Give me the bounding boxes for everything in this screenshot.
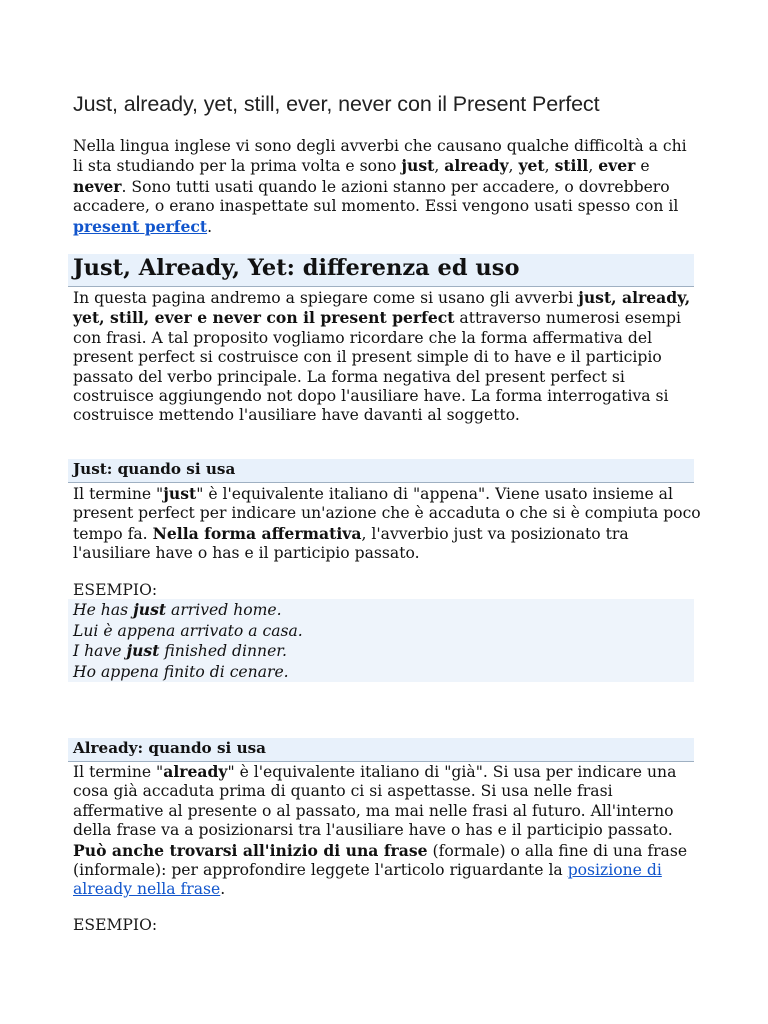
intro-text: ,: [588, 157, 599, 176]
section-heading-just-already-yet: Just, Already, Yet: differenza ed uso: [68, 254, 694, 287]
intro-text: ,: [434, 157, 445, 176]
term-yet: yet: [518, 156, 545, 176]
page-title: Just, already, yet, still, ever, never con il Present Perfect: [73, 92, 600, 116]
affirmative-form-label: Nella forma affermativa: [152, 523, 362, 543]
section1-text: In questa pagina andremo a spiegare come si usano gli avverbi: [73, 289, 579, 307]
intro-text: Nella lingua inglese vi sono degli avverbi che causano qualche difficoltà a chi li sta studiando per la prima volta e sono: [73, 137, 687, 176]
section1-paragraph: [73, 288, 701, 426]
just-text: " è l'equivalente italiano di "appena". Viene usato insieme al present perfect per indicare un'azione che è accaduta o che si è compiuta poco tempo fa.: [73, 485, 701, 543]
intro-text: ,: [544, 157, 555, 176]
already-text: (formale) o alla fine di una frase (informale): per approfondire leggete l'articolo riguardante la: [73, 841, 688, 880]
just-text: , l'avverbio just va posizionato tra l'ausiliare have o has e il participio passato.: [73, 524, 629, 563]
term-already: already: [444, 156, 509, 176]
intro-paragraph: [73, 137, 701, 237]
intro-text: e: [635, 157, 650, 176]
subheading-already: Already: quando si usa: [68, 738, 694, 762]
section1-text: attraverso numerosi esempi con frasi. A tal proposito vogliamo ricordare che la forma affermativa del present perfect si costruisce con il present simple di to have e il participio passato del verbo principale. La forma negativa del present perfect si costruisce aggiungendo not dopo l'ausiliare have. La forma interrogativa si costruisce mettendo l'ausiliare have davanti al soggetto.: [73, 309, 681, 425]
intro-text: ,: [508, 157, 519, 176]
already-text: Il termine ": [73, 763, 164, 781]
example-translation: Lui è appena arrivato a casa.: [73, 621, 303, 640]
term-just: just: [401, 156, 435, 176]
example-label: ESEMPIO:: [73, 581, 158, 599]
term-never: never: [73, 176, 122, 196]
intro-text: . Sono tutti usati quando le azioni stanno per accadere, o dovrebbero accadere, o erano inaspettate sul momento. Essi vengono usati spesso con il: [73, 177, 679, 216]
section1-bold-terms: just, already, yet, still, ever e never con il present perfect: [73, 288, 691, 328]
present-perfect-link[interactable]: present perfect: [73, 216, 208, 236]
already-paragraph: [73, 762, 701, 900]
example-bold-just: just: [126, 641, 160, 660]
just-term: just: [163, 484, 197, 503]
example-sentence: He has just arrived home.: [73, 600, 282, 619]
term-still: still: [554, 156, 589, 176]
example-translation: Ho appena finito di cenare.: [73, 662, 289, 681]
sentence-start-note: Può anche trovarsi all'inizio di una frase: [73, 840, 428, 860]
just-text: Il termine ": [73, 485, 164, 503]
example-bold-just: just: [133, 600, 167, 619]
already-text: .: [220, 880, 226, 899]
example-sentence: I have just finished dinner.: [73, 641, 288, 660]
intro-text: .: [207, 217, 213, 236]
example-label: ESEMPIO:: [73, 916, 158, 934]
already-position-link[interactable]: posizione di already nella frase: [73, 861, 662, 899]
just-example-box: [68, 599, 694, 682]
already-text: " è l'equivalente italiano di "già". Si usa per indicare una cosa già accaduta prima di quanto ci si aspettasse. Si usa nelle frasi affermative al presente o al passato, ma mai nelle frasi al futuro. All'interno della frase va a posizionarsi tra l'ausiliare have o has e il participio passato.: [73, 763, 677, 840]
term-ever: ever: [598, 156, 636, 176]
subheading-just: Just: quando si usa: [68, 459, 694, 483]
already-term: already: [163, 762, 228, 781]
just-paragraph: [73, 484, 701, 564]
